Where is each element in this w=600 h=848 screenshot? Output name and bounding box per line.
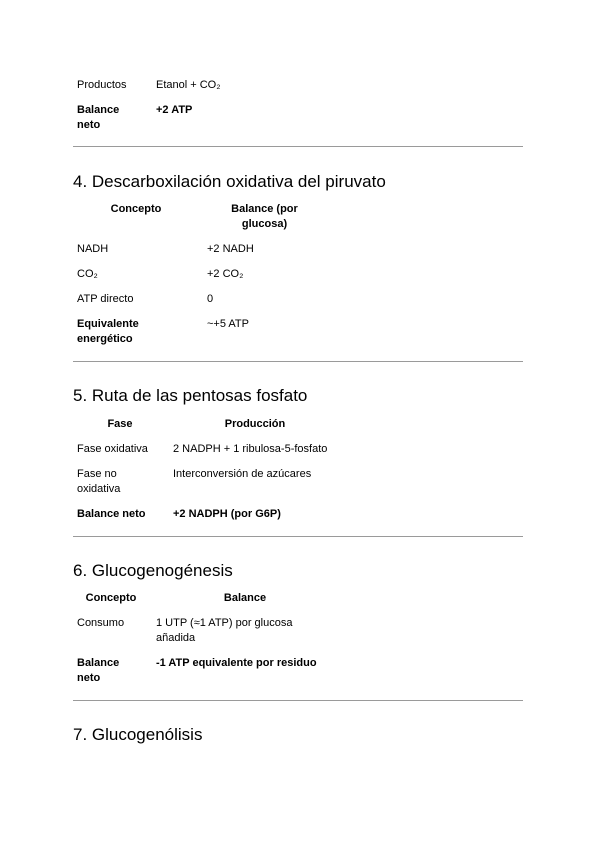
table-cell-value: Interconversión de azúcares: [173, 468, 312, 480]
table-cell-value: Etanol + CO₂: [156, 79, 221, 91]
table-header: Balance: [223, 592, 267, 604]
table-cell-label: ATP directo: [77, 293, 134, 305]
section-heading: 5. Ruta de las pentosas fosfato: [73, 386, 308, 405]
table-cell-value: -1 ATP equivalente por residuo: [156, 657, 317, 669]
section-heading: 4. Descarboxilación oxidativa del piruvato: [73, 172, 386, 191]
table-cell-label: Balance neto: [77, 657, 120, 684]
table-cell-value: 0: [207, 293, 214, 305]
table-cell-value: 1 UTP (≈1 ATP) por glucosa añadida: [156, 617, 293, 644]
table-cell-value: 2 NADPH + 1 ribulosa-5-fosfato: [173, 443, 328, 455]
table-cell-label: Equivalente energético: [77, 318, 139, 345]
section-divider: [73, 700, 523, 701]
table-cell-label: Balance neto: [77, 104, 120, 131]
table-cell-value: +2 CO₂: [207, 268, 244, 280]
section-divider: [73, 146, 523, 147]
section-heading: 7. Glucogenólisis: [73, 725, 203, 744]
section-heading: 6. Glucogenogénesis: [73, 561, 233, 580]
table-cell-label: Productos: [77, 79, 127, 91]
table-header: Concepto: [110, 203, 162, 215]
table-header: Producción: [224, 418, 286, 430]
table-cell-label: Fase no oxidativa: [77, 468, 121, 495]
table-cell-label: Balance neto: [77, 508, 146, 520]
table-cell-label: Fase oxidativa: [77, 443, 148, 455]
section-divider: [73, 361, 523, 362]
table-cell-label: Consumo: [77, 617, 125, 629]
table-header: Balance (por glucosa): [231, 203, 298, 230]
table-cell-value: +2 NADH: [207, 243, 254, 255]
section-divider: [73, 536, 523, 537]
table-cell-value: +2 ATP: [156, 104, 193, 116]
table-cell-value: +2 NADPH (por G6P): [173, 508, 281, 520]
table-cell-value: ~+5 ATP: [207, 318, 249, 330]
table-header: Concepto: [85, 592, 137, 604]
table-cell-label: CO₂: [77, 268, 98, 280]
table-header: Fase: [107, 418, 133, 430]
table-cell-label: NADH: [77, 243, 109, 255]
